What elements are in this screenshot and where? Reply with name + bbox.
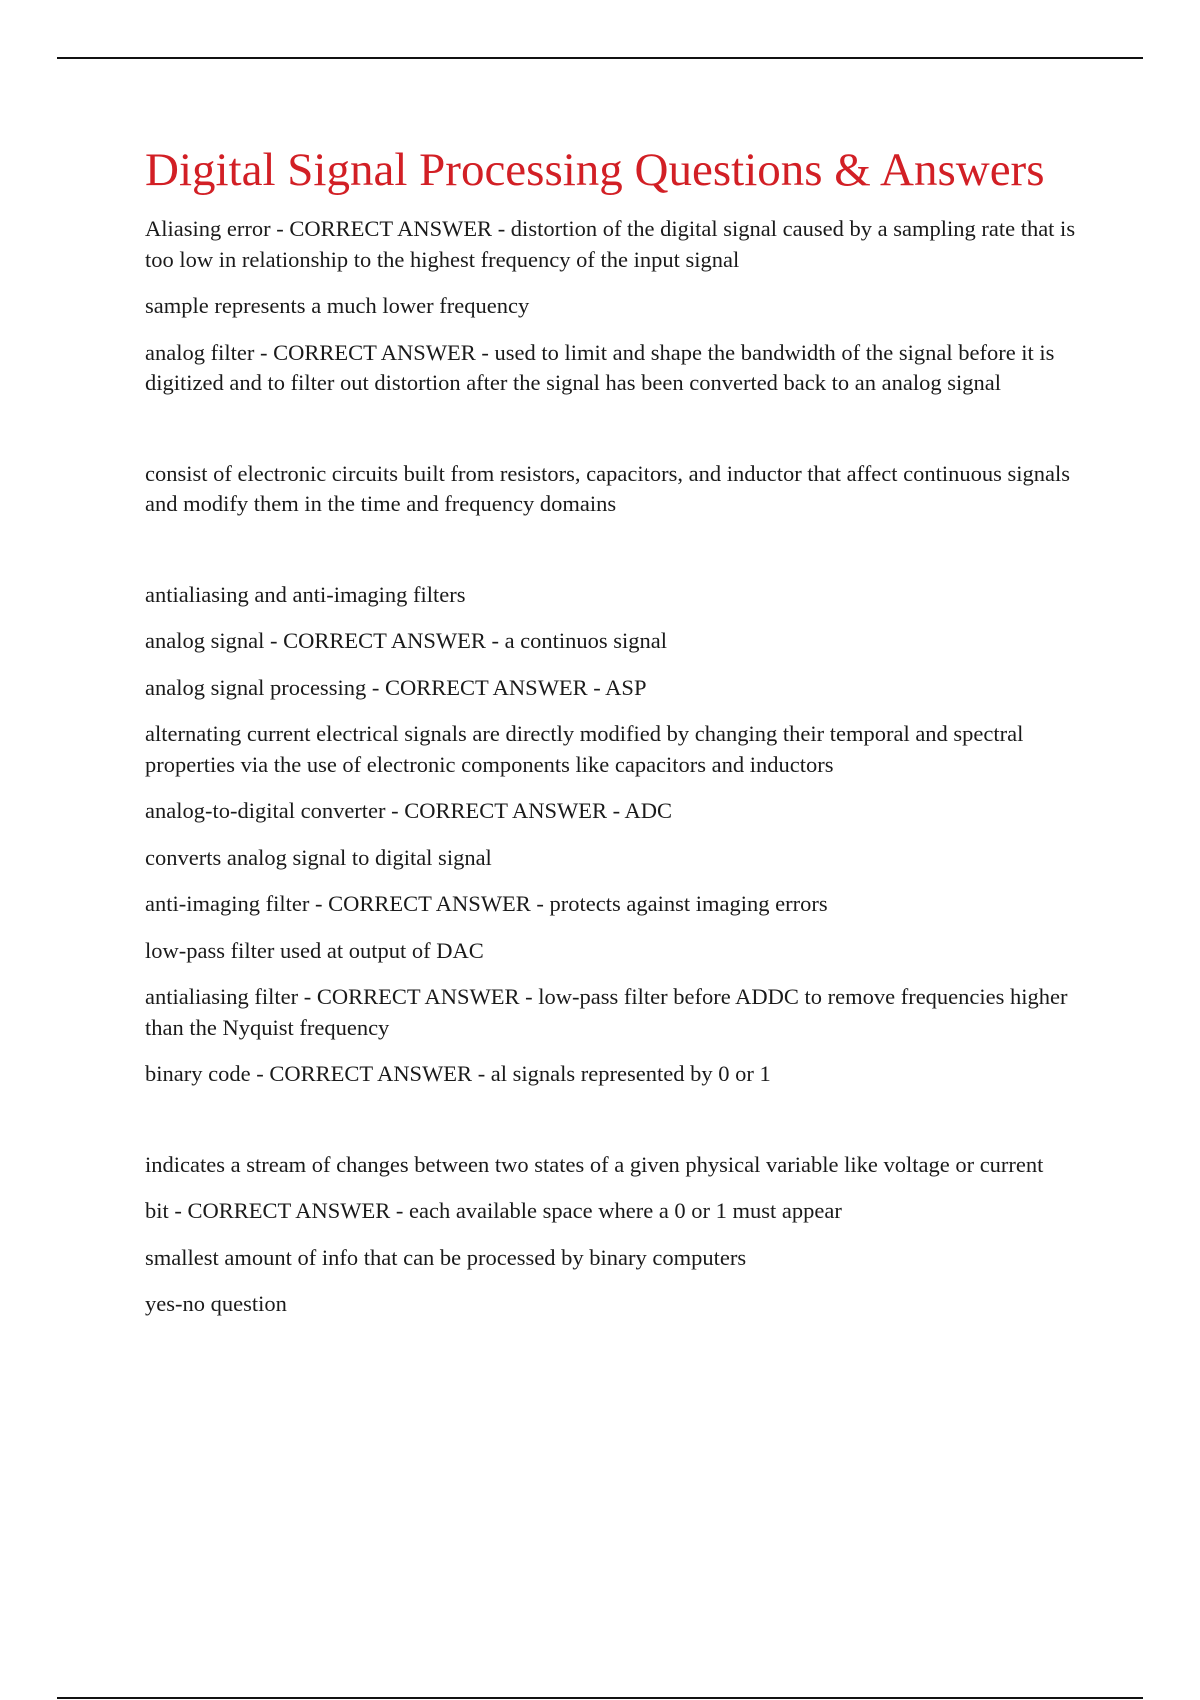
qa-entry: binary code - CORRECT ANSWER - al signals represented by 0 or 1 — [145, 1061, 771, 1086]
qa-entries — [145, 214, 1090, 1320]
qa-entry: alternating current electrical signals are directly modified by changing their temporal and spectral properties via the use of electronic components like capacitors and inductors — [145, 721, 1024, 777]
qa-entry: analog-to-digital converter - CORRECT ANSWER - ADC — [145, 798, 673, 823]
qa-entry: converts analog signal to digital signal — [145, 844, 492, 870]
qa-entry: low-pass filter used at output of DAC — [145, 937, 484, 963]
qa-entry: antialiasing filter - CORRECT ANSWER - low-pass filter before ADDC to remove frequencies higher than the Nyquist frequency — [145, 984, 1068, 1040]
document-page — [145, 140, 1090, 1336]
qa-entry: bit - CORRECT ANSWER - each available space where a 0 or 1 must appear — [145, 1198, 842, 1223]
qa-entry: analog signal - CORRECT ANSWER - a continuos signal — [145, 628, 668, 653]
bottom-rule — [57, 1697, 1143, 1699]
top-rule — [57, 57, 1143, 59]
qa-entry: analog signal processing - CORRECT ANSWER - ASP — [145, 674, 647, 700]
qa-entry: sample represents a much lower frequency — [145, 293, 530, 318]
qa-entry: antialiasing and anti-imaging filters — [145, 581, 466, 607]
qa-entry: consist of electronic circuits built from resistors, capacitors, and inductor that affect continuous signals and modify them in the time and frequency domains — [145, 460, 1070, 516]
qa-entry: indicates a stream of changes between two states of a given physical variable like voltage or current — [145, 1151, 1044, 1177]
qa-entry: anti-imaging filter - CORRECT ANSWER - protects against imaging errors — [145, 891, 828, 916]
qa-entry: analog filter - CORRECT ANSWER - used to limit and shape the bandwidth of the signal before it is digitized and to filter out distortion after the signal has been converted back to an analog signal — [145, 339, 1055, 395]
document-title: Digital Signal Processing Questions & Answers — [145, 144, 1045, 196]
qa-entry: Aliasing error - CORRECT ANSWER - distortion of the digital signal caused by a sampling rate that is too low in relationship to the highest frequency of the input signal — [145, 216, 1076, 272]
qa-entry: yes-no question — [145, 1291, 287, 1316]
qa-entry: smallest amount of info that can be processed by binary computers — [145, 1244, 747, 1270]
